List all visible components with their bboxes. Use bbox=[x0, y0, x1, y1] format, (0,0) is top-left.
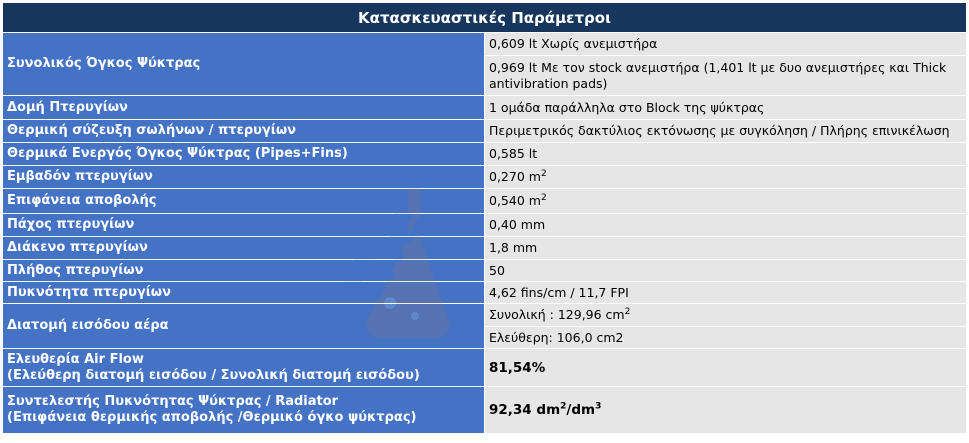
value-inlet-free: Ελεύθερη: 106,0 cm2 bbox=[485, 327, 967, 349]
value-fin-structure: 1 ομάδα παράλληλα στο Block της ψύκτρας bbox=[485, 96, 967, 120]
value-fin-count: 50 bbox=[485, 260, 967, 282]
table-row bbox=[3, 143, 967, 166]
dissipation-text: 0,540 m bbox=[489, 193, 541, 208]
value-volume-with-fan: 0,969 lt Με τον stock ανεμιστήρα (1,401 lt με δυο ανεμιστήρες και Thick antivibration pads) bbox=[485, 56, 967, 96]
table-row bbox=[3, 214, 967, 237]
table-row bbox=[3, 189, 967, 214]
density-line1: Συντελεστής Πυκνότητας Ψύκτρας / Radiator bbox=[7, 394, 339, 409]
inlet-total-text: Συνολική : 129,96 cm bbox=[489, 307, 625, 322]
inlet-total-sup: 2 bbox=[624, 306, 631, 317]
table-row bbox=[3, 96, 967, 120]
label-total-volume: Συνολικός Όγκος Ψύκτρας bbox=[3, 33, 485, 96]
value-fin-density: 4,62 fins/cm / 11,7 FPI bbox=[485, 282, 967, 304]
air-flow-line2: (Ελεύθερη διατομή εισόδου / Συνολική διατομή εισόδου) bbox=[7, 367, 420, 383]
value-dissipation-surface bbox=[485, 189, 967, 214]
value-density-coefficient bbox=[485, 387, 967, 434]
table-row bbox=[3, 304, 967, 327]
density-value-b: /dm bbox=[566, 402, 596, 418]
value-air-flow-freedom: 81,54% bbox=[485, 349, 967, 387]
dissipation-sup: 2 bbox=[540, 192, 547, 203]
fin-area-text: 0,270 m bbox=[489, 169, 541, 184]
table-row bbox=[3, 282, 967, 304]
table-header-row bbox=[3, 3, 967, 33]
value-thermal-coupling: Περιμετρικός δακτύλιος εκτόνωσης με συγκόληση / Πλήρης επινικέλωση bbox=[485, 120, 967, 143]
label-fin-count: Πλήθος πτερυγίων bbox=[3, 260, 485, 282]
construction-parameters-table bbox=[2, 2, 967, 434]
table-row bbox=[3, 260, 967, 282]
table-row bbox=[3, 166, 967, 189]
label-fin-structure: Δομή Πτερυγίων bbox=[3, 96, 485, 120]
density-sup-a: 2 bbox=[560, 401, 567, 412]
table-row bbox=[3, 33, 967, 56]
value-active-volume: 0,585 lt bbox=[485, 143, 967, 166]
table-title: Κατασκευαστικές Παράμετροι bbox=[3, 3, 967, 33]
label-air-flow-freedom bbox=[3, 349, 485, 387]
label-fin-density: Πυκνότητα πτερυγίων bbox=[3, 282, 485, 304]
value-volume-no-fan: 0,609 lt Χωρίς ανεμιστήρα bbox=[485, 33, 967, 56]
label-active-volume: Θερμικά Ενεργός Όγκος Ψύκτρας (Pipes+Fins) bbox=[3, 143, 485, 166]
value-fin-area bbox=[485, 166, 967, 189]
table-row bbox=[3, 387, 967, 434]
label-fin-thickness: Πάχος πτερυγίων bbox=[3, 214, 485, 237]
table-row bbox=[3, 349, 967, 387]
density-line2: (Επιφάνεια θερμικής αποβολής /Θερμικό όγκο ψύκτρας) bbox=[7, 410, 417, 425]
label-fin-gap: Διάκενο πτερυγίων bbox=[3, 237, 485, 260]
density-sup-b: 3 bbox=[595, 401, 602, 412]
air-flow-line1: Ελευθερία Air Flow bbox=[7, 351, 144, 367]
value-inlet-total bbox=[485, 304, 967, 327]
label-dissipation-surface: Επιφάνεια αποβολής bbox=[3, 189, 485, 214]
label-density-coefficient bbox=[3, 387, 485, 434]
density-value-a: 92,34 dm bbox=[489, 402, 561, 418]
label-fin-area: Εμβαδόν πτερυγίων bbox=[3, 166, 485, 189]
table-row bbox=[3, 120, 967, 143]
fin-area-sup: 2 bbox=[540, 168, 547, 179]
label-air-inlet: Διατομή εισόδου αέρα bbox=[3, 304, 485, 349]
value-fin-gap: 1,8 mm bbox=[485, 237, 967, 260]
label-thermal-coupling: Θερμική σύζευξη σωλήνων / πτερυγίων bbox=[3, 120, 485, 143]
table-row bbox=[3, 237, 967, 260]
value-fin-thickness: 0,40 mm bbox=[485, 214, 967, 237]
